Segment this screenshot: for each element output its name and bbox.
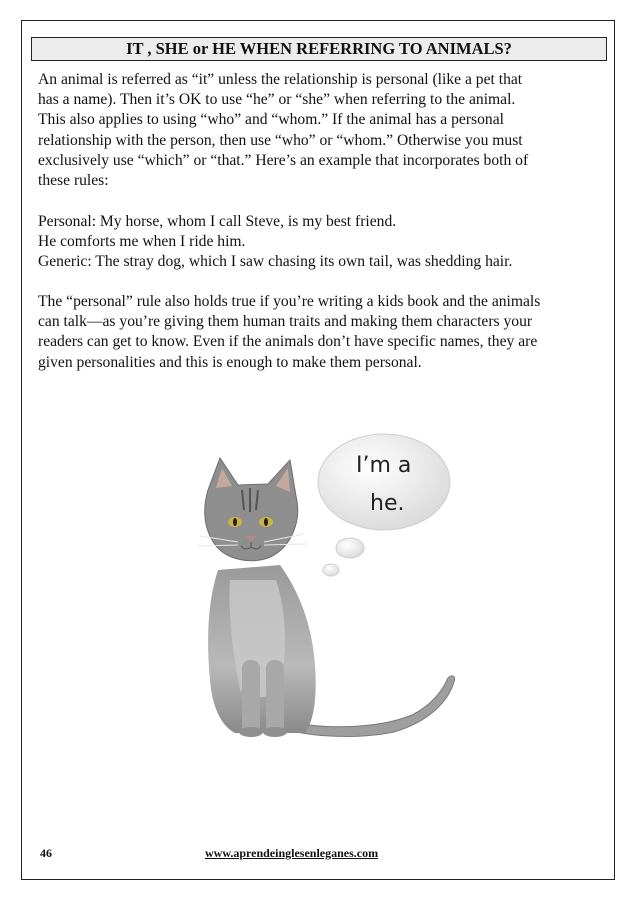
website-link[interactable]: www.aprendeinglesenleganes.com [205, 846, 379, 860]
examples-paragraph [38, 212, 598, 273]
text-line: has a name). Then it’s OK to use “he” or “she” when referring to the animal. [38, 91, 516, 109]
text-line: readers can get to know. Even if the animals don’t have specific names, they are [38, 333, 538, 351]
text-line: relationship with the person, then use “who” or “whom.” Otherwise you must [38, 131, 523, 149]
thought-bubble [318, 434, 450, 576]
page-number: 46 [40, 846, 52, 860]
text-line: can talk—as you’re giving them human traits and making them characters your [38, 313, 533, 331]
bubble-text-line1: I’m a [356, 453, 412, 478]
text-line: these rules: [38, 172, 109, 190]
text-line: The “personal” rule also holds true if you’re writing a kids book and the animals [38, 293, 541, 310]
text-line: This also applies to using “who” and “whom.” If the animal has a personal [38, 111, 504, 129]
text-line: Personal: My horse, whom I call Steve, is my best friend. [38, 213, 397, 230]
text-line: An animal is referred as “it” unless the relationship is personal (like a pet that [38, 71, 523, 88]
text-line: Generic: The stray dog, which I saw chasing its own tail, was shedding hair. [38, 253, 513, 271]
page-title: IT , SHE or HE WHEN REFERRING TO ANIMALS? [31, 37, 607, 61]
personal-rule-paragraph [38, 292, 598, 373]
cat-illustration [180, 430, 480, 740]
intro-paragraph [38, 70, 598, 191]
text-line: given personalities and this is enough to make them personal. [38, 353, 422, 371]
bubble-text-line2: he. [370, 491, 405, 516]
text-line: exclusively use “which” or “that.” Here’s an example that incorporates both of [38, 151, 529, 169]
text-line: He comforts me when I ride him. [38, 233, 246, 251]
